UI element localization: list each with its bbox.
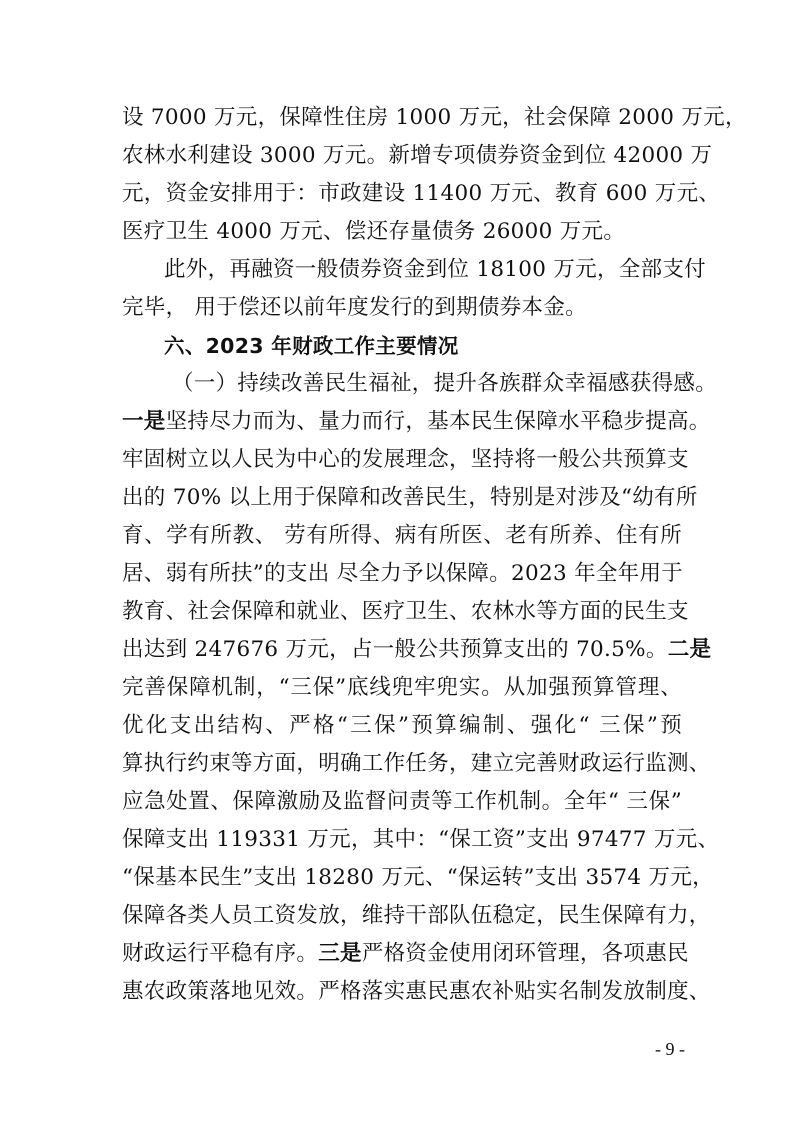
body-line: 完毕， 用于偿还以前年度发行的到期债券本金。 xyxy=(122,295,587,320)
body-line: 教育、社会保障和就业、医疗卫生、农林水等方面的民生支 xyxy=(122,599,689,624)
page-number: - 9 - xyxy=(655,1039,685,1059)
body-line: 优化支出结构、严格“三保”预算编制、强化“ 三保”预 xyxy=(122,713,682,738)
body-line: 此外，再融资一般债券资金到位 18100 万元，全部支付 xyxy=(164,257,706,282)
subsection-heading: （一）持续改善民生福祉，提升各族群众幸福感获得感。 xyxy=(172,371,718,396)
body-text: 坚持尽力而为、量力而行，基本民生保障水平稳步提高。 xyxy=(165,409,711,434)
section-heading: 六、2023 年财政工作主要情况 xyxy=(164,334,459,358)
body-text: 财政运行平稳有序。 xyxy=(122,941,319,966)
body-line: 完善保障机制，“三保”底线兜牢兜实。从加强预算管理、 xyxy=(122,675,682,700)
body-line: 应急处置、保障激励及监督问责等工作机制。全年“ 三保” xyxy=(122,789,682,814)
body-line: 设 7000 万元，保障性住房 1000 万元，社会保障 2000 万元， xyxy=(122,105,747,130)
body-text: 出达到 247676 万元，占一般公共预算支出的 70.5%。 xyxy=(122,637,668,662)
body-line: 居、弱有所扶”的支出 尽全力予以保障。2023 年全年用于 xyxy=(122,561,684,586)
body-line: 保障支出 119331 万元，其中：“保工资”支出 97477 万元、 xyxy=(122,827,720,852)
body-line: 医疗卫生 4000 万元、偿还存量债务 26000 万元。 xyxy=(122,219,626,244)
body-line: 保障各类人员工资发放，维持干部队伍稳定，民生保障有力， xyxy=(122,903,711,928)
body-line: 元，资金安排用于：市政建设 11400 万元、教育 600 万元、 xyxy=(122,181,721,206)
body-line: 惠农政策落地见效。严格落实惠民惠农补贴实名制发放制度、 xyxy=(122,979,711,1004)
emphasis-label: 三是 xyxy=(318,941,362,966)
body-line xyxy=(122,407,711,437)
body-text: 严格资金使用闭环管理，各项惠民 xyxy=(361,941,689,966)
body-line: 算执行约束等方面，明确工作任务，建立完善财政运行监测、 xyxy=(122,751,711,776)
body-line: “保基本民生”支出 18280 万元、“保运转”支出 3574 万元， xyxy=(122,865,714,890)
body-line: 农林水利建设 3000 万元。新增专项债券资金到位 42000 万 xyxy=(122,143,713,168)
body-line xyxy=(122,939,689,969)
body-line: 育、学有所教、 劳有所得、病有所医、老有所养、住有所 xyxy=(122,523,682,548)
emphasis-label: 一是 xyxy=(122,409,166,434)
body-line xyxy=(122,635,712,665)
body-line: 出的 70% 以上用于保障和改善民生，特别是对涉及“幼有所 xyxy=(122,485,698,510)
emphasis-label: 二是 xyxy=(667,637,712,662)
body-line: 牢固树立以人民为中心的发展理念，坚持将一般公共预算支 xyxy=(122,447,689,472)
